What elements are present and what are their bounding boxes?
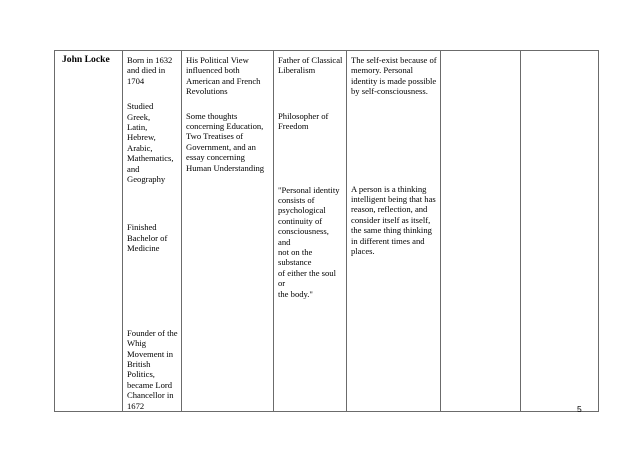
books-text: Some thoughts concerning Education, Two Treatises of Government, and an essay concerning Human Understanding	[186, 110, 265, 173]
empty-cell-1	[441, 51, 521, 412]
founder-text: Founder of the Whig Movement in British Politics, became Lord Chancellor in 1672	[127, 327, 178, 411]
titles-cell	[274, 51, 347, 412]
political-view-text: His Political View influenced both American and French Revolutions	[186, 55, 261, 97]
title-freedom-text: Philosopher of Freedom	[278, 110, 329, 132]
philosophers-table	[54, 50, 599, 412]
studies-text: Studied Greek, Latin, Hebrew, Arabic, Mathematics, and Geography	[127, 101, 174, 185]
personal-identity-quote: "Personal identity consists of psychological continuity of consciousness, and not on the substance of either the soul or the body."	[278, 184, 340, 299]
born-died-text: Born in 1632 and died in 1704	[127, 55, 173, 86]
self-cell	[347, 51, 441, 412]
philosopher-name: John Locke	[62, 54, 110, 65]
title-liberalism-text: Father of Classical Liberalism	[278, 55, 343, 76]
degree-text: Finished Bachelor of Medicine	[127, 222, 168, 254]
table-row	[55, 51, 599, 412]
life-facts-cell	[123, 51, 182, 412]
page-number: 5	[577, 404, 582, 414]
person-definition-text: A person is a thinking intelligent being that has reason, reflection, and consider itself as itself, the same thing thinking in different times and places.	[351, 183, 436, 257]
memory-text: The self-exist because of memory. Personal identity is made possible by self-consciousness.	[351, 55, 437, 97]
works-cell	[182, 51, 274, 412]
philosopher-name-cell	[55, 51, 123, 412]
empty-cell-2	[521, 51, 599, 412]
